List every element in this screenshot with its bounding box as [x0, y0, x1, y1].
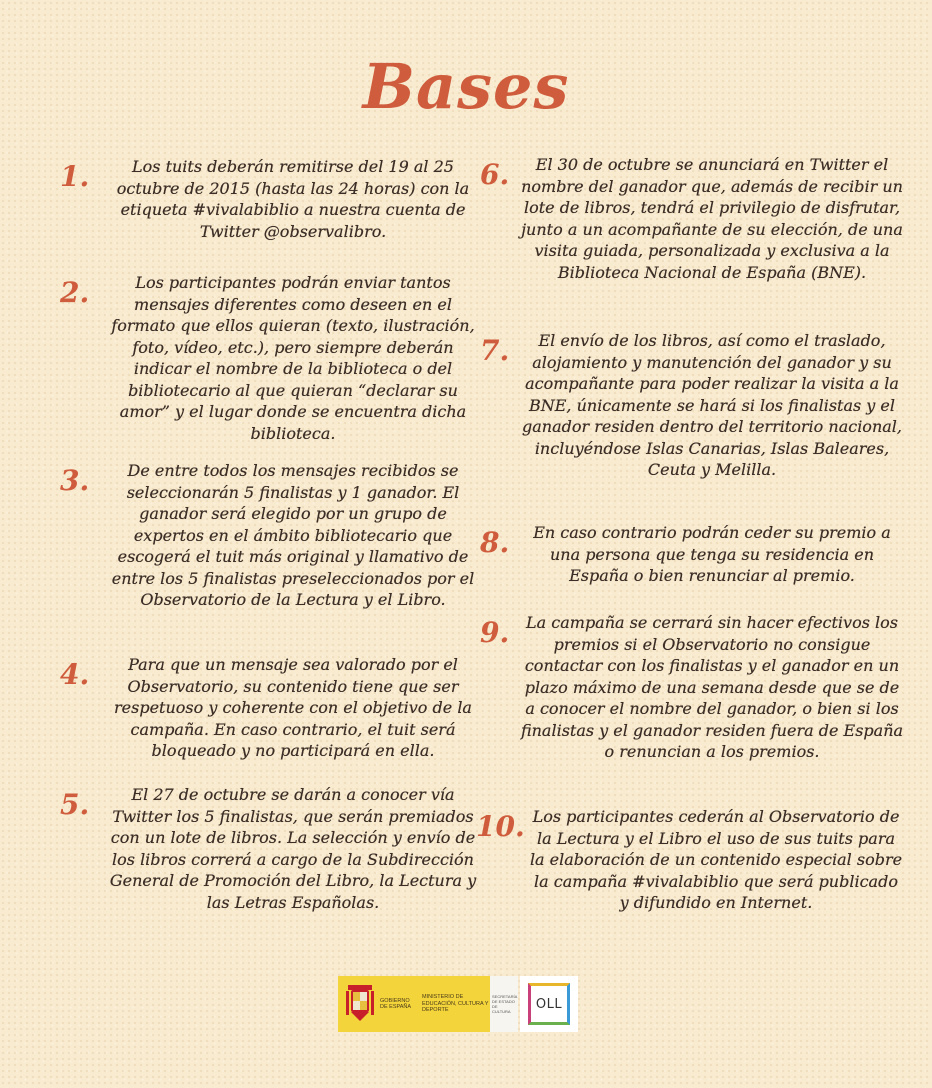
- rule-text: Los participantes cederán al Observatorio de la Lectura y el Libro el uso de sus tuits para la elaboración de un contenido especial sobre la campaña #vivalabiblio que será publicado y difundido en Internet.: [529, 807, 903, 912]
- oll-label: OLL: [528, 983, 570, 1025]
- rule-text: El 27 de octubre se darán a conocer vía Twitter los 5 finalistas, que serán premiados con un lote de libros. La selección y envío de los libros correrá a cargo de la Subdirección General de Promoción del Libro, la Lectura y las Letras Españolas.: [109, 785, 477, 912]
- rule-text: El envío de los libros, así como el traslado, alojamiento y manutención del ganador y su acompañante para poder realizar la visita a la BNE, únicamente se hará si los finalistas y el ganador residen dentro del territorio nacional, incluyéndose Islas Canarias, Islas Baleares, Ceuta y Melilla.: [522, 331, 902, 479]
- rule-number: 5.: [60, 788, 90, 821]
- rule-number: 7.: [480, 334, 510, 367]
- footer-logos: [338, 976, 578, 1032]
- rule-text: De entre todos los mensajes recibidos se seleccionarán 5 finalistas y 1 ganador. El ganador será elegido por un grupo de expertos en el ámbito bibliotecario que escogerá el tuit más original y llamativo de entre los 5 finalistas preseleccionados por el Observatorio de la Lectura y el Libro.: [111, 461, 475, 609]
- rule-number: 6.: [480, 158, 510, 191]
- page-title: Bases: [362, 50, 570, 123]
- secretaria-label: SECRETARÍA DE ESTADO DE CULTURA: [492, 994, 518, 1014]
- oll-logo: [520, 976, 578, 1032]
- rule-text: El 30 de octubre se anunciará en Twitter el nombre del ganador que, además de recibir un lote de libros, tendrá el privilegio de disfrutar, junto a un acompañante de su elección, de una visita guiada, personalizada y exclusiva a la Biblioteca Nacional de España (BNE).: [521, 155, 903, 282]
- rule-number: 2.: [60, 276, 90, 309]
- gobierno-ministerio-logo: [338, 976, 490, 1032]
- coat-of-arms-icon: [346, 985, 374, 1023]
- ministerio-label: MINISTERIO DE EDUCACIÓN, CULTURA Y DEPORTE: [422, 994, 489, 1014]
- rule-text: La campaña se cerrará sin hacer efectivos los premios si el Observatorio no consigue contactar con los finalistas y el ganador en un plazo máximo de una semana desde que se de a conocer el nombre del ganador, o bien si los finalistas y el ganador residen fuera de España o renuncian a los premios.: [520, 613, 904, 761]
- rule-number: 3.: [60, 464, 90, 497]
- rule-number: 9.: [480, 616, 510, 649]
- gobierno-label: GOBIERNO DE ESPAÑA: [380, 997, 412, 1010]
- rule-number: 8.: [480, 526, 510, 559]
- rule-text: Para que un mensaje sea valorado por el Observatorio, su contenido tiene que ser respetuoso y coherente con el objetivo de la campaña. En caso contrario, el tuit será bloqueado y no participará en ella.: [114, 655, 472, 760]
- rule-number: 10.: [476, 810, 525, 843]
- rule-number: 1.: [60, 160, 90, 193]
- secretaria-logo: [490, 976, 518, 1032]
- rule-text: Los participantes podrán enviar tantos mensajes diferentes como deseen en el formato que ellos quieran (texto, ilustración, foto, vídeo, etc.), pero siempre deberán indicar el nombre de la biblioteca o del bibliotecario al que quieran “declarar su amor” y el lugar donde se encuentra dicha biblioteca.: [111, 273, 475, 443]
- rule-number: 4.: [60, 658, 90, 691]
- rule-text: En caso contrario podrán ceder su premio a una persona que tenga su residencia en España o bien renunciar al premio.: [533, 523, 891, 585]
- rule-text: Los tuits deberán remitirse del 19 al 25 octubre de 2015 (hasta las 24 horas) con la etiqueta #vivalabiblio a nuestra cuenta de Twitter @observalibro.: [116, 157, 470, 241]
